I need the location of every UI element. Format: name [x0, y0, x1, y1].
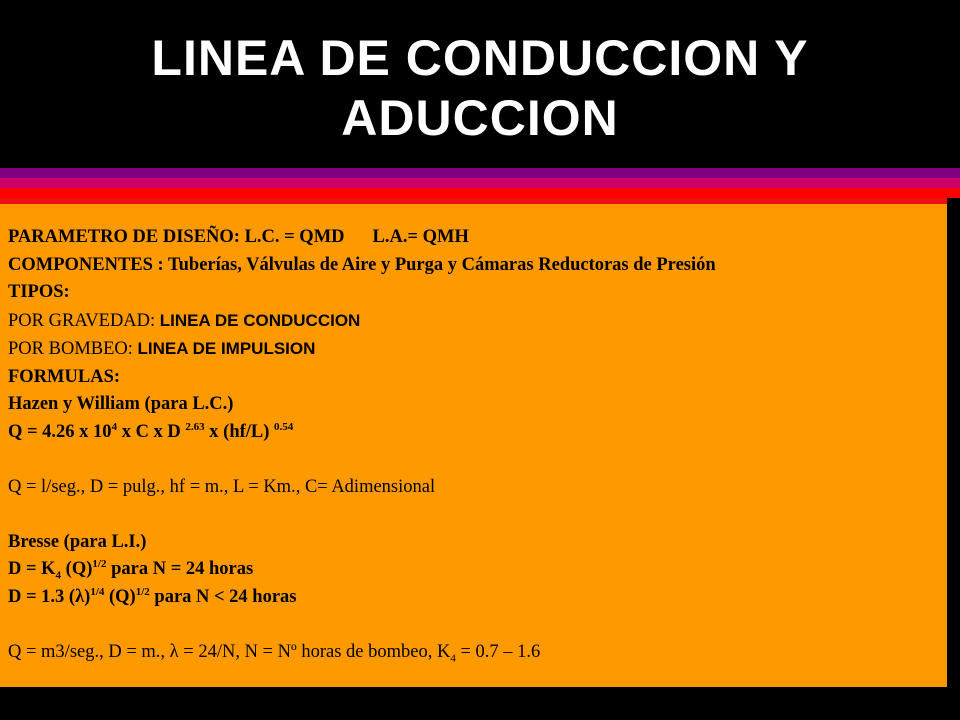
bresse-f1-part-a: D = K [8, 559, 56, 579]
hazen-title: Hazen y William (para L.C.) [8, 394, 234, 414]
content-box [0, 204, 947, 687]
decorative-stripe-magenta [0, 178, 960, 188]
decorative-stripe-purple [0, 168, 960, 178]
hazen-formula-part-c: x (hf/L) [204, 421, 275, 442]
hazen-formula-part-a: Q = 4.26 x 10 [8, 421, 112, 442]
pumping-type-line [8, 335, 939, 364]
bresse-units-part-a: Q = m3/seg., D = m., λ = 24/N, N = Nº horas de bombeo, K [8, 641, 451, 662]
bresse-f2-part-a: D = 1.3 (λ) [8, 586, 91, 607]
hazen-formula-part-b: x C x D [117, 421, 186, 442]
bresse-f1-exp: 1/2 [92, 557, 107, 570]
bresse-units [8, 639, 939, 667]
bresse-f2-exp-a: 1/4 [90, 585, 105, 598]
types-heading: TIPOS: [8, 282, 70, 302]
bresse-title: Bresse (para L.I.) [8, 531, 147, 552]
spacer [8, 611, 939, 639]
hazen-formula [8, 419, 939, 447]
bresse-f1-sub: 4 [55, 569, 62, 582]
formulas-heading: FORMULAS: [8, 366, 121, 387]
hazen-formula-exp-a: 4 [111, 420, 118, 433]
spacer [8, 446, 939, 474]
pumping-label: POR BOMBEO: [8, 339, 133, 359]
bresse-f1-part-c: para N = 24 horas [106, 559, 254, 579]
design-parameter-la: L.A.= QMH [372, 227, 469, 247]
bresse-f1-part-b: (Q) [61, 559, 93, 579]
hazen-units: Q = l/seg., D = pulg., hf = m., L = Km., C= Adimensional [8, 476, 436, 497]
bresse-formula-lt24h [8, 584, 939, 612]
bresse-f2-part-b: (Q) [104, 586, 136, 607]
design-parameter-lc: PARAMETRO DE DISEÑO: L.C. = QMD [8, 227, 345, 247]
hazen-formula-exp-c: 0.54 [274, 420, 294, 433]
gravity-type-line [8, 307, 939, 336]
slide-title-line1: LINEA DE CONDUCCION Y [151, 30, 809, 86]
components-line: COMPONENTES : Tuberías, Válvulas de Aire y Purga y Cámaras Reductoras de Presión [8, 254, 716, 275]
bresse-formula-24h [8, 556, 939, 584]
bresse-units-sub: 4 [450, 652, 456, 665]
bresse-f2-exp-b: 1/2 [135, 585, 150, 598]
bresse-f2-part-c: para N < 24 horas [149, 586, 297, 607]
pumping-value: LINEA DE IMPULSION [137, 339, 316, 358]
spacer [8, 501, 939, 529]
decorative-stripe-red [0, 188, 960, 198]
gravity-label: POR GRAVEDAD: [8, 310, 156, 331]
bresse-units-part-b: = 0.7 – 1.6 [455, 641, 541, 662]
hazen-formula-exp-b: 2.63 [185, 420, 205, 433]
design-parameter-line [8, 224, 939, 252]
gravity-value: LINEA DE CONDUCCION [159, 310, 361, 330]
slide-title-line2: ADUCCION [341, 90, 619, 146]
slide-title [0, 28, 960, 148]
